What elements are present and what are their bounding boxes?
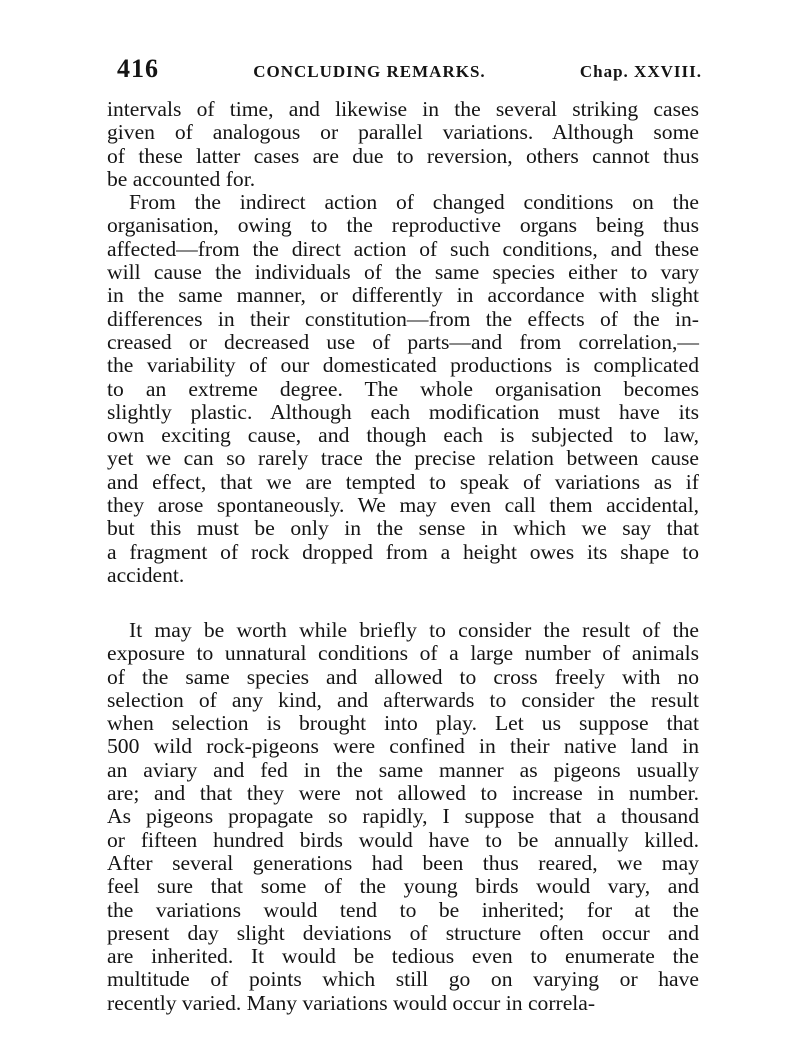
text-line: slightly plastic. Although each modification must have its: [107, 399, 699, 424]
text-line: in the same manner, or differently in accordance with slight: [107, 283, 699, 308]
text-line: the variations would tend to be inherited; for at the: [107, 897, 699, 922]
text-line: are; and that they were not allowed to increase in number.: [107, 781, 699, 806]
text-line: recently varied. Many variations would occur in correla-: [107, 990, 596, 1015]
text-line: of these latter cases are due to reversion, others cannot thus: [107, 143, 699, 168]
text-line: accident.: [107, 562, 185, 587]
text-line: yet we can so rarely trace the precise relation between cause: [107, 446, 699, 471]
text-block-lower: [107, 619, 699, 1015]
text-line: are inherited. It would be tedious even to enumerate the: [107, 944, 699, 969]
text-line: affected—from the direct action of such conditions, and these: [107, 236, 699, 261]
text-line: selection of any kind, and afterwards to consider the result: [107, 687, 699, 712]
text-line: will cause the individuals of the same species either to vary: [107, 260, 699, 285]
text-line: to an extreme degree. The whole organisation becomes: [107, 376, 699, 401]
page-header: [117, 54, 702, 88]
text-line: they arose spontaneously. We may even call them accidental,: [107, 493, 699, 518]
text-block-upper: [107, 98, 699, 587]
text-line: the variability of our domesticated productions is complicated: [107, 353, 699, 378]
text-line: of the same species and allowed to cross freely with no: [107, 664, 699, 689]
text-line: As pigeons propagate so rapidly, I suppose that a thousand: [107, 804, 699, 829]
running-title: CONCLUDING REMARKS.: [253, 62, 486, 81]
text-line: creased or decreased use of parts—and from correlation,—: [107, 329, 699, 354]
paragraph: [107, 619, 699, 1015]
text-line: an aviary and fed in the same manner as pigeons usually: [107, 757, 699, 782]
text-line: own exciting cause, and though each is subjected to law,: [107, 423, 699, 448]
chapter-label: Chap. XXVIII.: [579, 62, 702, 81]
text-line: differences in their constitution—from the effects of the in-: [107, 306, 699, 331]
text-line: and effect, that we are tempted to speak of variations as if: [107, 469, 699, 494]
text-line: present day slight deviations of structure often occur and: [107, 920, 699, 945]
text-line: a fragment of rock dropped from a height owes its shape to: [107, 539, 699, 564]
text-line: feel sure that some of the young birds would vary, and: [107, 874, 699, 899]
text-line: or fifteen hundred birds would have to be annually killed.: [107, 827, 699, 852]
paragraph: [107, 191, 699, 587]
text-line: given of analogous or parallel variations. Although some: [107, 120, 699, 145]
text-line: be accounted for.: [107, 166, 256, 191]
text-line: From the indirect action of changed conditions on the: [129, 190, 699, 215]
text-line: intervals of time, and likewise in the several striking cases: [107, 97, 699, 121]
text-line: but this must be only in the sense in which we say that: [107, 516, 699, 541]
text-line: After several generations had been thus reared, we may: [107, 850, 699, 875]
paragraph: [107, 98, 699, 191]
page-number: 416: [117, 54, 159, 83]
text-line: multitude of points which still go on varying or have: [107, 967, 699, 992]
text-line: It may be worth while briefly to consider the result of the: [129, 618, 699, 642]
text-line: organisation, owing to the reproductive organs being thus: [107, 213, 699, 238]
text-line: exposure to unnatural conditions of a large number of animals: [107, 641, 699, 666]
text-line: 500 wild rock-pigeons were confined in their native land in: [107, 734, 699, 759]
text-line: when selection is brought into play. Let us suppose that: [107, 711, 699, 736]
